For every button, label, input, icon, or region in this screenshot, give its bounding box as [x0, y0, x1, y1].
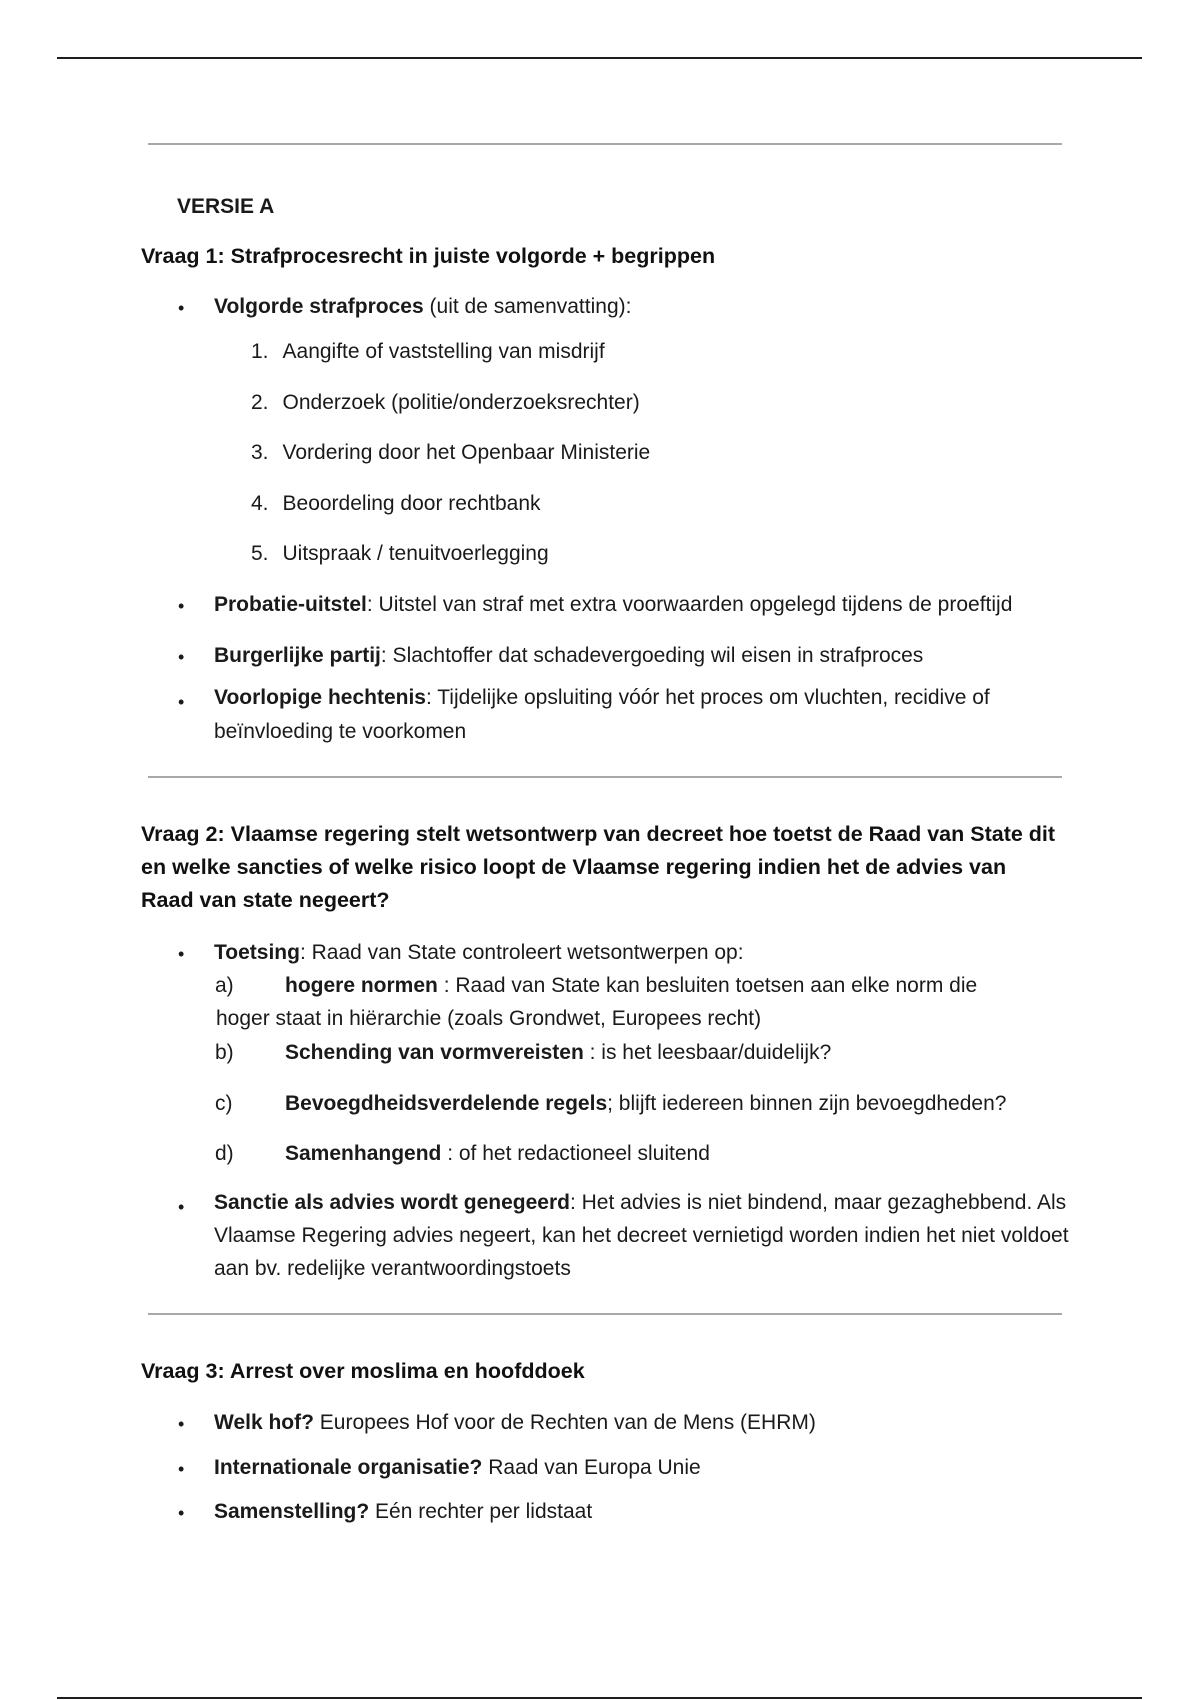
bullet-icon: •	[178, 692, 185, 712]
q2-item-b	[285, 1040, 831, 1065]
step-number: 4.	[251, 492, 269, 515]
q1-step-3	[251, 440, 650, 465]
q1-step-2	[251, 390, 640, 415]
step-text: Beoordeling door rechtbank	[282, 492, 541, 515]
q3-item-hof	[214, 1410, 816, 1435]
question-1-title: Vraag 1: Strafprocesrecht in juiste volgorde + begrippen	[141, 244, 716, 268]
step-text: Vordering door het Openbaar Ministerie	[282, 441, 651, 464]
q2-item-c	[285, 1091, 1006, 1116]
q3-item-samenstelling	[214, 1499, 592, 1524]
version-label: VERSIE A	[177, 195, 275, 218]
item-term: Bevoegdheidsverdelende regels	[285, 1092, 608, 1115]
bullet-icon: •	[178, 298, 185, 318]
item-term: hogere normen	[285, 974, 438, 997]
q1-step-1	[251, 339, 605, 364]
q2-sanctie-item	[214, 1186, 1084, 1285]
def-term: Probatie-uitstel	[214, 593, 367, 616]
section-divider	[148, 1313, 1062, 1315]
q1-def-voorlopige-hechtenis	[214, 681, 1064, 749]
q2-item-a-letter: a)	[215, 974, 234, 997]
q2-toetsing-item	[214, 940, 744, 965]
bullet-icon: •	[178, 1414, 185, 1434]
sanctie-desc: : Het advies is niet bindend, maar gezaghebbend. Als Vlaamse Regering advies negeert, kan het decreet vernietigd worden indien het niet voldoet aan bv. redelijke verantwoordingstoets	[214, 1191, 1069, 1280]
bullet-icon: •	[178, 1197, 185, 1217]
step-number: 3.	[251, 441, 269, 464]
q1-def-burgerlijke-partij	[214, 643, 923, 668]
q2-item-a	[285, 973, 977, 998]
q1-order-note: (uit de samenvatting):	[429, 295, 632, 318]
bullet-icon: •	[178, 1503, 185, 1523]
item-desc: : Raad van State kan besluiten toetsen aan elke norm die	[437, 974, 978, 997]
item-desc: Raad van Europa Unie	[482, 1456, 701, 1479]
def-term: Voorlopige hechtenis	[214, 686, 426, 709]
item-term: Welk hof?	[214, 1411, 314, 1434]
q1-order-term: Volgorde strafproces	[214, 295, 424, 318]
def-desc: : Slachtoffer dat schadevergoeding wil eisen in strafproces	[380, 644, 924, 667]
item-term: Internationale organisatie?	[214, 1456, 483, 1479]
item-term: Samenhangend	[285, 1142, 442, 1165]
q1-def-probatie	[214, 592, 1012, 617]
item-desc: ; blijft iedereen binnen zijn bevoegdheden?	[607, 1092, 1007, 1115]
section-divider	[148, 143, 1062, 145]
step-text: Onderzoek (politie/onderzoeksrechter)	[282, 391, 640, 414]
q2-item-c-letter: c)	[215, 1092, 233, 1115]
q2-item-b-letter: b)	[215, 1041, 234, 1064]
page-top-rule	[57, 57, 1142, 59]
section-divider	[148, 776, 1062, 778]
item-desc: : is het leesbaar/duidelijk?	[583, 1041, 832, 1064]
step-number: 2.	[251, 391, 269, 414]
item-term: Samenstelling?	[214, 1500, 370, 1523]
step-number: 5.	[251, 542, 269, 565]
item-desc: : of het redactioneel sluitend	[441, 1142, 710, 1165]
item-desc: Europees Hof voor de Rechten van de Mens (EHRM)	[313, 1411, 816, 1434]
page-bottom-rule	[57, 1697, 1142, 1699]
toetsing-term: Toetsing	[214, 941, 300, 964]
step-text: Aangifte of vaststelling van misdrijf	[282, 340, 605, 363]
def-desc: : Uitstel van straf met extra voorwaarden opgelegd tijdens de proeftijd	[366, 593, 1013, 616]
q2-item-d-letter: d)	[215, 1142, 234, 1165]
q1-order-item	[214, 294, 631, 319]
toetsing-desc: : Raad van State controleert wetsontwerpen op:	[299, 941, 744, 964]
bullet-icon: •	[178, 944, 185, 964]
def-term: Burgerlijke partij	[214, 644, 381, 667]
q1-step-4	[251, 491, 541, 516]
bullet-icon: •	[178, 1459, 185, 1479]
bullet-icon: •	[178, 596, 185, 616]
q2-item-a-continuation: hoger staat in hiërarchie (zoals Grondwet, Europees recht)	[216, 1007, 762, 1030]
def-desc: : Tijdelijke opsluiting vóór het proces om vluchten, recidive of beïnvloeding te voorkomen	[214, 686, 990, 743]
step-number: 1.	[251, 340, 269, 363]
item-term: Schending van vormvereisten	[285, 1041, 584, 1064]
sanctie-term: Sanctie als advies wordt genegeerd	[214, 1191, 570, 1214]
q2-item-d	[285, 1141, 710, 1166]
bullet-icon: •	[178, 647, 185, 667]
q3-item-organisatie	[214, 1455, 701, 1480]
step-text: Uitspraak / tenuitvoerlegging	[282, 542, 549, 565]
question-3-title: Vraag 3: Arrest over moslima en hoofddoek	[141, 1359, 585, 1383]
q1-step-5	[251, 541, 549, 566]
question-2-title: Vraag 2: Vlaamse regering stelt wetsontwerp van decreet hoe toetst de Raad van State dit en welke sancties of welke risico loopt de Vlaamse regering indien het de advies van Raad van state negeert?	[141, 822, 1056, 912]
item-desc: Eén rechter per lidstaat	[369, 1500, 593, 1523]
